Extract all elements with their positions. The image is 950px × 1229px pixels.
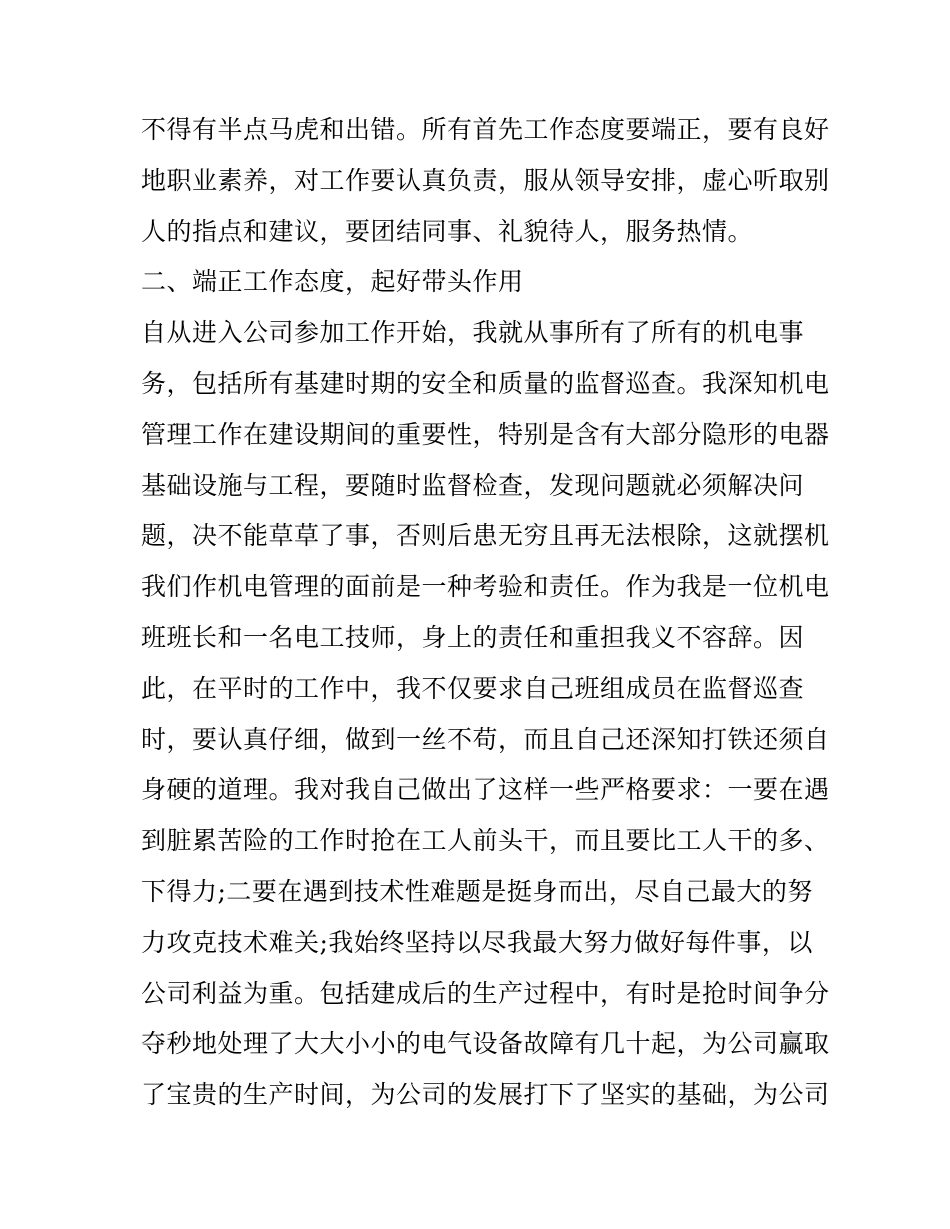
text-line: 公司利益为重。包括建成后的生产过程中，有时是抢时间争分 — [141, 978, 830, 1008]
text-line: 此，在平时的工作中，我不仅要求自己班组成员在监督巡查 — [141, 673, 805, 703]
text-line: 自从进入公司参加工作开始，我就从事所有了所有的机电事 — [141, 318, 805, 348]
text-line: 到脏累苦险的工作时抢在工人前头干，而且要比工人干的多、 — [141, 826, 830, 856]
section-heading: 二、端正工作态度，起好带头作用 — [141, 267, 524, 297]
text-line: 不得有半点马虎和出错。所有首先工作态度要端正，要有良好 — [141, 115, 830, 144]
text-line: 务，包括所有基建时期的安全和质量的监督巡查。我深知机电 — [141, 368, 830, 398]
text-line: 力攻克技术难关;我始终坚持以尽我最大努力做好每件事，以 — [141, 927, 813, 957]
text-line: 我们作机电管理的面前是一种考验和责任。作为我是一位机电 — [141, 572, 830, 602]
text-line: 夺秒地处理了大大小小的电气设备故障有几十起，为公司赢取 — [141, 1029, 830, 1059]
text-line: 时，要认真仔细，做到一丝不苟，而且自己还深知打铁还须自 — [141, 724, 830, 754]
text-line: 了宝贵的生产时间，为公司的发展打下了坚实的基础，为公司 — [141, 1080, 830, 1110]
text-line: 下得力;二要在遇到技术性难题是挺身而出，尽自己最大的努 — [141, 876, 813, 906]
text-line: 身硬的道理。我对我自己做出了这样一些严格要求：一要在遇 — [141, 775, 830, 805]
text-line: 班班长和一名电工技师，身上的责任和重担我义不容辞。因 — [141, 622, 805, 652]
text-line: 人的指点和建议，要团结同事、礼貌待人，服务热情。 — [141, 216, 754, 246]
body-text — [141, 105, 830, 1121]
text-line: 基础设施与工程，要随时监督检查，发现问题就必须解决问 — [141, 470, 805, 500]
text-line: 地职业素养，对工作要认真负责，服从领导安排，虚心听取别 — [141, 165, 830, 195]
text-line: 管理工作在建设期间的重要性，特别是含有大部分隐形的电器 — [141, 419, 830, 449]
text-line: 题，决不能草草了事，否则后患无穷且再无法根除，这就摆机 — [141, 521, 830, 551]
